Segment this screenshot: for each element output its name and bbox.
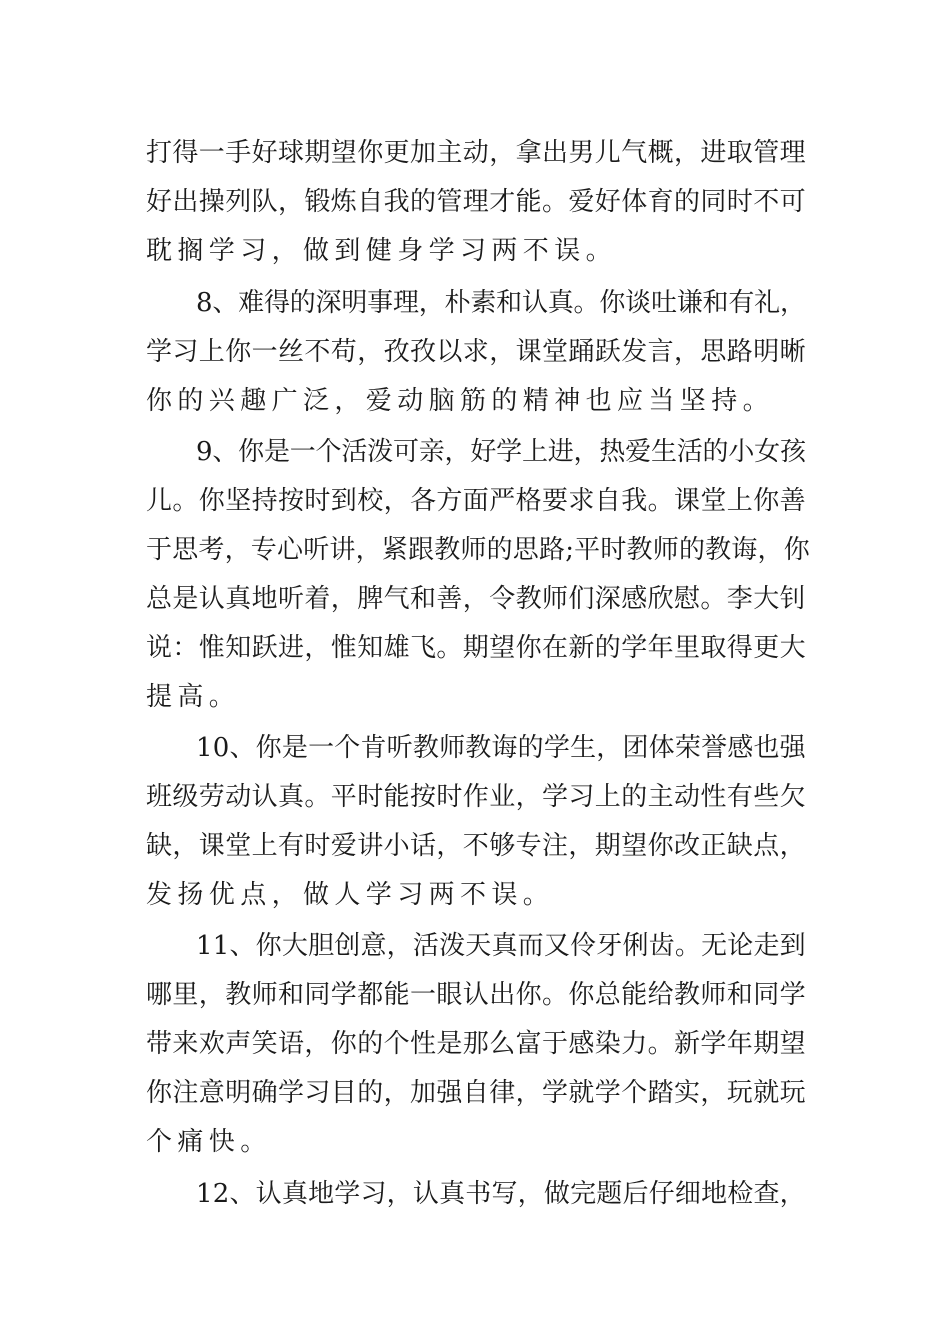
text-line [146,871,950,920]
text-line-content: 耽搁学习，做到健身学习两不误。 [146,236,618,266]
text-line-content: 你的兴趣广泛，爱动脑筋的精神也应当坚持。 [146,386,775,416]
text-line-content: 9、你是一个活泼可亲，好学上进，热爱生活的小女孩 [196,437,806,467]
paragraph-start-line [196,279,950,328]
text-line-content: 缺，课堂上有时爱讲小话，不够专注，期望你改正缺点， [146,831,807,861]
text-line-content: 于思考，专心听讲，紧跟教师的思路;平时教师的教诲，你 [146,535,810,565]
text-line [146,624,950,673]
text-line-content: 打得一手好球期望你更加主动，拿出男儿气概，进取管理 [146,138,807,168]
text-line [146,477,950,526]
text-line [146,971,950,1020]
text-line [146,1020,950,1069]
text-line [146,377,950,426]
text-line-content: 总是认真地听着，脾气和善，令教师们深感欣慰。李大钊 [146,584,807,614]
text-line [146,178,950,227]
text-line [146,822,950,871]
text-line [146,773,950,822]
paragraph-start-line [196,922,950,971]
paragraph-start-line [196,428,950,477]
text-line-content: 10、你是一个肯听教师教诲的学生，团体荣誉感也强 [196,733,806,763]
text-line-content: 11、你大胆创意，活泼天真而又伶牙俐齿。无论走到 [196,931,806,961]
paragraph-start-line [196,724,950,773]
text-line [146,1118,950,1167]
text-line [146,227,950,276]
text-line [146,575,950,624]
text-line [146,1069,950,1118]
text-line [146,673,950,722]
text-line-content: 你注意明确学习目的，加强自律，学就学个踏实，玩就玩 [146,1078,807,1108]
text-line-content: 提高。 [146,682,241,712]
text-line [146,129,950,178]
text-line-content: 发扬优点，做人学习两不误。 [146,880,555,910]
text-line-content: 学习上你一丝不苟，孜孜以求，课堂踊跃发言，思路明晰 [146,337,807,367]
text-line-content: 班级劳动认真。平时能按时作业，学习上的主动性有些欠 [146,782,807,812]
text-line-content: 个痛快。 [146,1127,272,1157]
text-line-content: 儿。你坚持按时到校，各方面严格要求自我。课堂上你善 [146,486,807,516]
text-line-content: 好出操列队，锻炼自我的管理才能。爱好体育的同时不可 [146,187,807,217]
text-line [146,526,950,575]
text-line [146,328,950,377]
text-line-content: 带来欢声笑语，你的个性是那么富于感染力。新学年期望 [146,1029,807,1059]
paragraph-start-line [196,1170,950,1219]
text-line-content: 哪里，教师和同学都能一眼认出你。你总能给教师和同学 [146,980,807,1010]
text-line-content: 8、难得的深明事理，朴素和认真。你谈吐谦和有礼， [196,288,806,318]
text-line-content: 说：惟知跃进，惟知雄飞。期望你在新的学年里取得更大 [146,633,807,663]
text-line-content: 12、认真地学习，认真书写，做完题后仔细地检查， [196,1179,806,1209]
